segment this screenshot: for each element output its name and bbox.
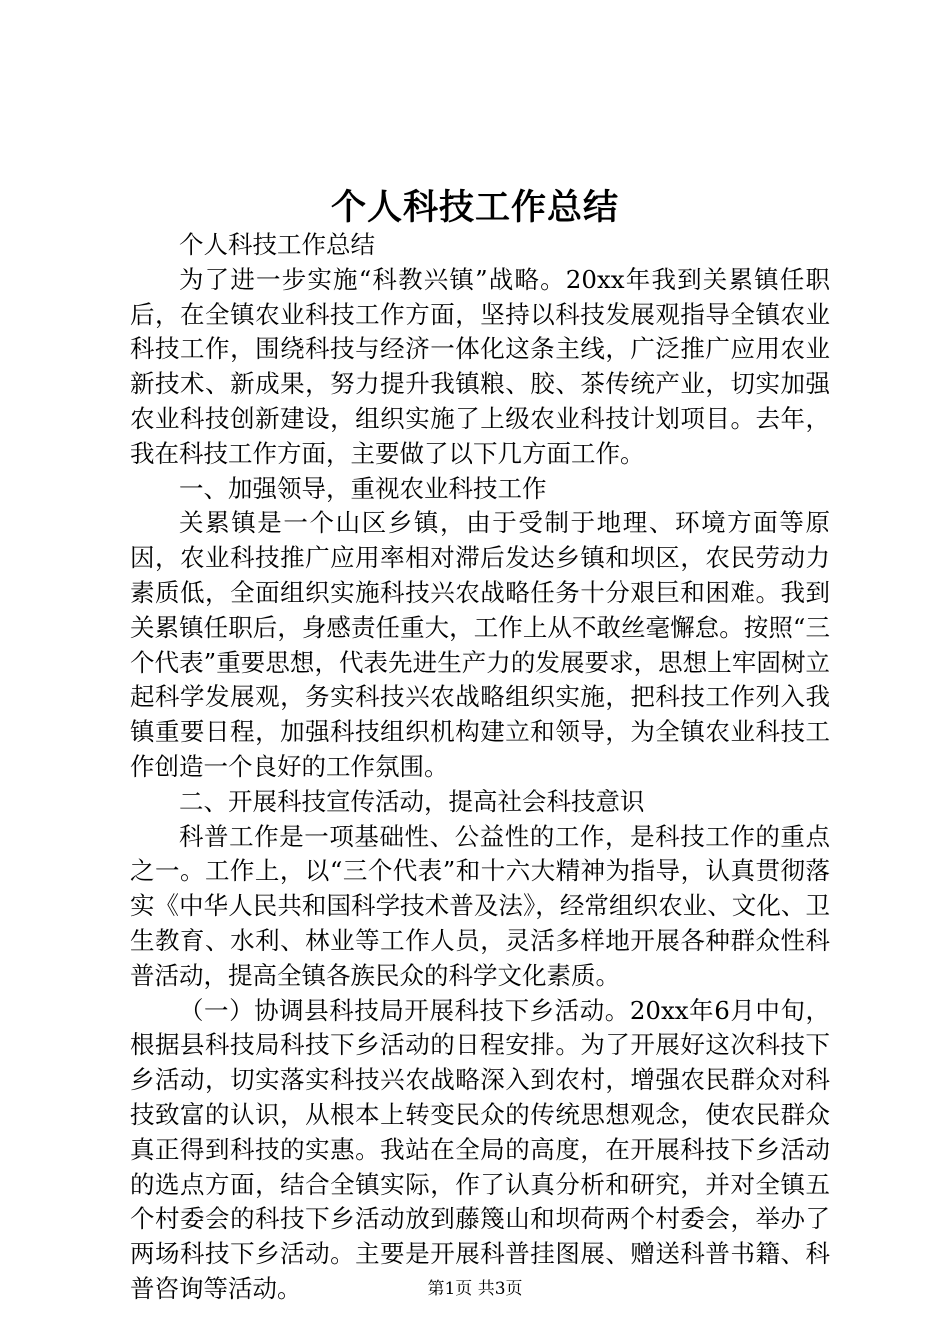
body-paragraph: 科普工作是一项基础性、公益性的工作，是科技工作的重点之一。工作上，以“三个代表”和十六大精神为指导，认真贯彻落实《中华人民共和国科学技术普及法》，经常组织农业、文化、卫生教育、水利、林业等工作人员，灵活多样地开展各种群众性科普活动，提高全镇各族民众的科学文化素质。 [130, 821, 830, 990]
section-heading: 二、开展科技宣传活动，提高社会科技意识 [179, 786, 645, 816]
body-paragraph: 关累镇是一个山区乡镇，由于受制于地理、环境方面等原因，农业科技推广应用率相对滞后发达乡镇和坝区，农民劳动力素质低，全面组织实施科技兴农战略任务十分艰巨和困难。我到关累镇任职后，身感责任重大，工作上从不敢丝毫懈怠。按照“三个代表”重要思想，代表先进生产力的发展要求，思想上牢固树立起科学发展观，务实科技兴农战略组织实施，把科技工作列入我镇重要日程，加强科技组织机构建立和领导，为全镇农业科技工作创造一个良好的工作氛围。 [130, 508, 830, 781]
section-heading: 一、加强领导，重视农业科技工作 [179, 473, 547, 503]
body-paragraph: 为了进一步实施“科教兴镇”战略。20xx年我到关累镇任职后，在全镇农业科技工作方面，坚持以科技发展观指导全镇农业科技工作，围绕科技与经济一体化这条主线，广泛推广应用农业新技术、新成果，努力提升我镇粮、胶、茶传统产业，切实加强农业科技创新建设，组织实施了上级农业科技计划项目。去年，我在科技工作方面，主要做了以下几方面工作。 [130, 264, 830, 468]
page-number: 第1页 共3页 [427, 1279, 523, 1299]
page-title: 个人科技工作总结 [330, 187, 619, 228]
body-paragraph: （一）协调县科技局开展科技下乡活动。20xx年6月中旬，根据县科技局科技下乡活动的日程安排。为了开展好这次科技下乡活动，切实落实科技兴农战略深入到农村，增强农民群众对科技致富的认识，从根本上转变民众的传统思想观念，使农民群众真正得到科技的实惠。我站在全局的高度，在开展科技下乡活动的选点方面，结合全镇实际，作了认真分析和研究，并对全镇五个村委会的科技下乡活动放到藤篾山和坝荷两个村委会，举办了两场科技下乡活动。主要是开展科普挂图展、赠送科普书籍、科普咨询等活动。 [130, 995, 830, 1303]
document-body [130, 228, 830, 1307]
body-paragraph: 个人科技工作总结 [179, 230, 375, 259]
